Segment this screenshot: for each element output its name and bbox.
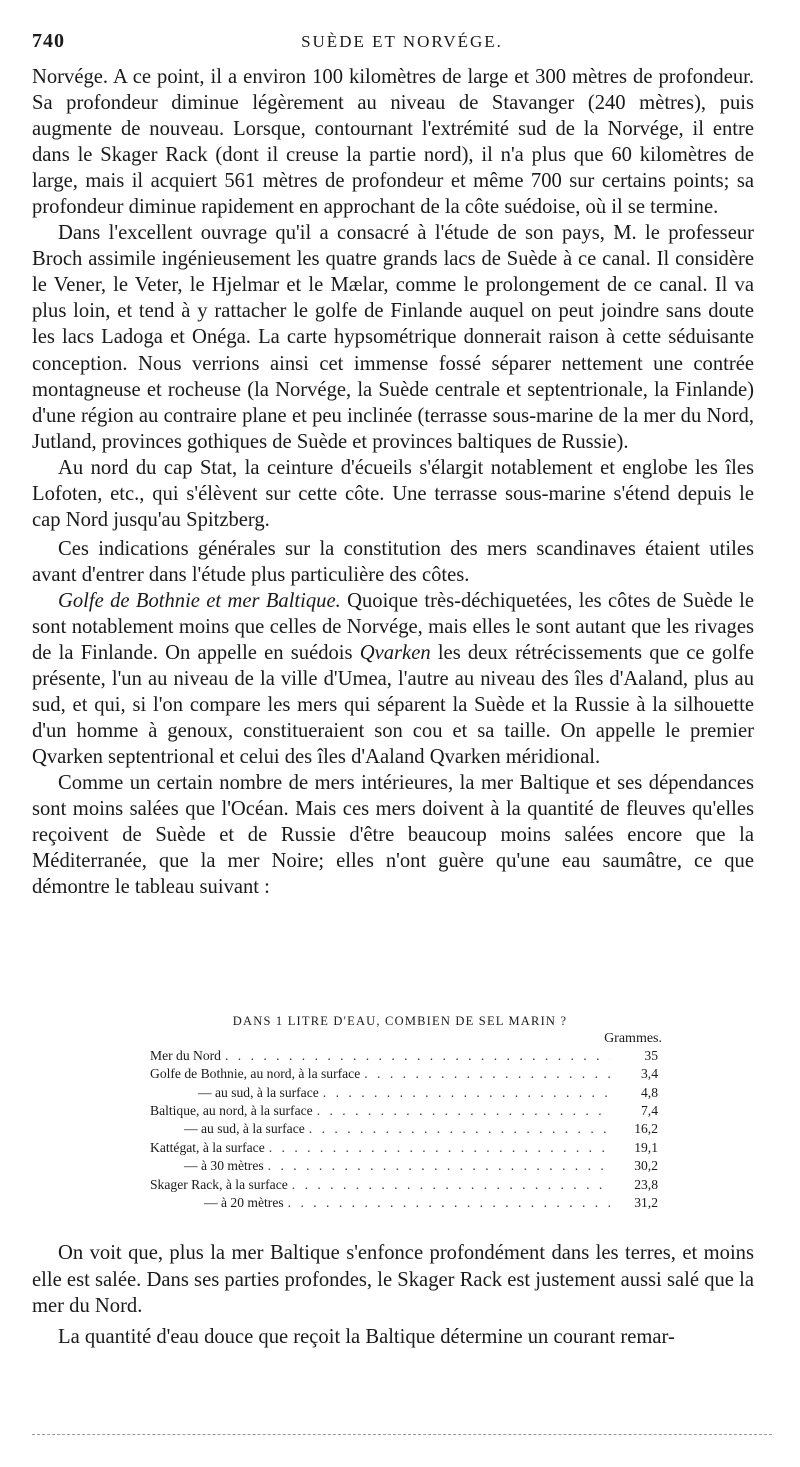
table-row-value: 4,8 [641, 1084, 658, 1100]
table-row [150, 1120, 670, 1138]
table-row [150, 1047, 670, 1065]
paragraph-broch: Dans l'excellent ouvrage qu'il a consacré à l'étude de son pays, M. le professeur Broch assimile ingénieusement les quatre grands lacs de Suède à ce canal. Il considère le Vener, le Veter, le Hjelmar et le Mælar, comme le prolongement de ce canal. Il va plus loin, et tend à y rattacher le golfe de Finlande auquel on peut joindre sans doute les lacs Ladoga et Onéga. La carte hypsométrique donnerait raison à cette séduisante conception. Nous verrions ainsi cet immense fossé séparer nettement une contrée montagneuse et rocheuse (la Norvége, la Suède centrale et septentrionale, la Finlande) d'une région au contraire plane et peu inclinée (terrasse sous-marine de la mer du Nord, Jutland, provinces gothiques de Suède et provinces baltiques de Russie). [32, 222, 754, 453]
leader-dots [268, 1157, 610, 1175]
table-row-label: Golfe de Bothnie, au nord, à la surface [150, 1066, 361, 1082]
section-heading-golfe: Golfe de Bothnie et mer Baltique. [58, 589, 341, 612]
table-row-label: Kattégat, à la surface [150, 1139, 265, 1155]
table-row-label: — à 30 mètres [184, 1158, 264, 1174]
table-row-label: — au sud, à la surface [184, 1121, 305, 1137]
paragraph-conclusion: On voit que, plus la mer Baltique s'enfonce profondément dans les terres, et moins elle est salée. Dans ses parties profondes, le Skager Rack est justement aussi salé que la mer du Nord. [32, 1242, 754, 1317]
leader-dots [288, 1194, 610, 1212]
footer-rule [32, 1434, 772, 1435]
table-row-value: 16,2 [634, 1121, 658, 1137]
paragraph-golfe [32, 588, 754, 770]
table-row-value: 35 [644, 1047, 658, 1063]
golfe-text-part-1: Quoique très-déchiquetées, les côtes de Suède le sont notablement moins que celles de Norvége, mais elles le sont autant que les rivages de la Finlande. On appelle en suédois [32, 589, 754, 665]
paragraph-courant: La quantité d'eau douce que reçoit la Baltique détermine un courant remar- [58, 1325, 675, 1348]
page-header [32, 30, 772, 58]
table-row-label: Skager Rack, à la surface [150, 1176, 288, 1192]
table-row [150, 1084, 670, 1102]
page-number: 740 [32, 30, 65, 52]
closing-text [32, 1240, 754, 1350]
paragraph-indications: Ces indications générales sur la constitution des mers scandinaves étaient utiles avant d'entrer dans l'étude plus particulière des côtes. [32, 537, 754, 586]
table-row [150, 1139, 670, 1157]
leader-dots [269, 1139, 610, 1157]
table-row-value: 23,8 [634, 1176, 658, 1192]
table-row-label: — au sud, à la surface [198, 1084, 319, 1100]
table-row [150, 1176, 670, 1194]
table-row [150, 1065, 670, 1083]
salinity-table [150, 1012, 670, 1212]
leader-dots [225, 1047, 610, 1065]
paragraph-cap-stat: Au nord du cap Stat, la ceinture d'écueils s'élargit notablement et englobe les îles Lofoten, etc., qui s'élèvent sur cette côte. Une terrasse sous-marine s'étend depuis le cap Nord jusqu'au Spitzberg. [32, 456, 754, 531]
leader-dots [309, 1120, 610, 1138]
leader-dots [323, 1084, 610, 1102]
main-text [32, 64, 754, 901]
qvarken-term: Qvarken [359, 642, 431, 665]
table-row-value: 31,2 [634, 1195, 658, 1211]
table-row-label: Baltique, au nord, à la surface [150, 1103, 313, 1119]
table-row-value: 30,2 [634, 1158, 658, 1174]
table-row-value: 7,4 [641, 1103, 658, 1119]
table-row-label: Mer du Nord [150, 1047, 221, 1063]
table-row-value: 3,4 [641, 1066, 658, 1082]
table-row-label: — à 20 mètres [204, 1195, 284, 1211]
leader-dots [364, 1065, 610, 1083]
golfe-text-part-2: les deux rétrécissements que ce golfe présente, l'un au niveau de la ville d'Umea, l'autre au niveau des îles d'Aaland, plus au sud, et qui, si l'on compare les mers qui séparent la Suède et la Russie à la silhouette d'un homme à genoux, constitueraient son cou et sa taille. On appelle le premier Qvarken septentrional et celui des îles d'Aaland Qvarken méridional. [32, 642, 754, 769]
leader-dots [317, 1102, 610, 1120]
table-row-value: 19,1 [634, 1139, 658, 1155]
table-unit: Grammes. [604, 1031, 662, 1047]
leader-dots [292, 1176, 610, 1194]
paragraph-salinity: Comme un certain nombre de mers intérieures, la mer Baltique et ses dépendances sont moins salées que l'Océan. Mais ces mers doivent à la quantité de fleuves qu'elles reçoivent de Suède et de Russie d'être beaucoup moins salées encore que la Méditerranée, que la mer Noire; elles n'ont guère qu'une eau saumâtre, ce que démontre le tableau suivant : [32, 772, 754, 899]
paragraph-norvege: Norvége. A ce point, il a environ 100 kilomètres de large et 300 mètres de profondeur. Sa profondeur diminue légèrement au niveau de Stavanger (240 mètres), puis augmente de nouveau. Lorsque, contournant l'extrémité sud de la Norvége, il entre dans le Skager Rack (dont il creuse la partie nord), il n'a plus que 60 kilomètres de large, mais il acquiert 561 mètres de profondeur et même 700 sur certains points; sa profondeur diminue rapidement en approchant de la côte suédoise, où il se termine. [32, 66, 754, 219]
table-row [150, 1194, 670, 1212]
table-row [150, 1157, 670, 1175]
table-row [150, 1102, 670, 1120]
table-title: DANS 1 LITRE D'EAU, COMBIEN DE SEL MARIN ? [232, 1014, 568, 1028]
running-head: SUÈDE ET NORVÉGE. [301, 32, 503, 51]
